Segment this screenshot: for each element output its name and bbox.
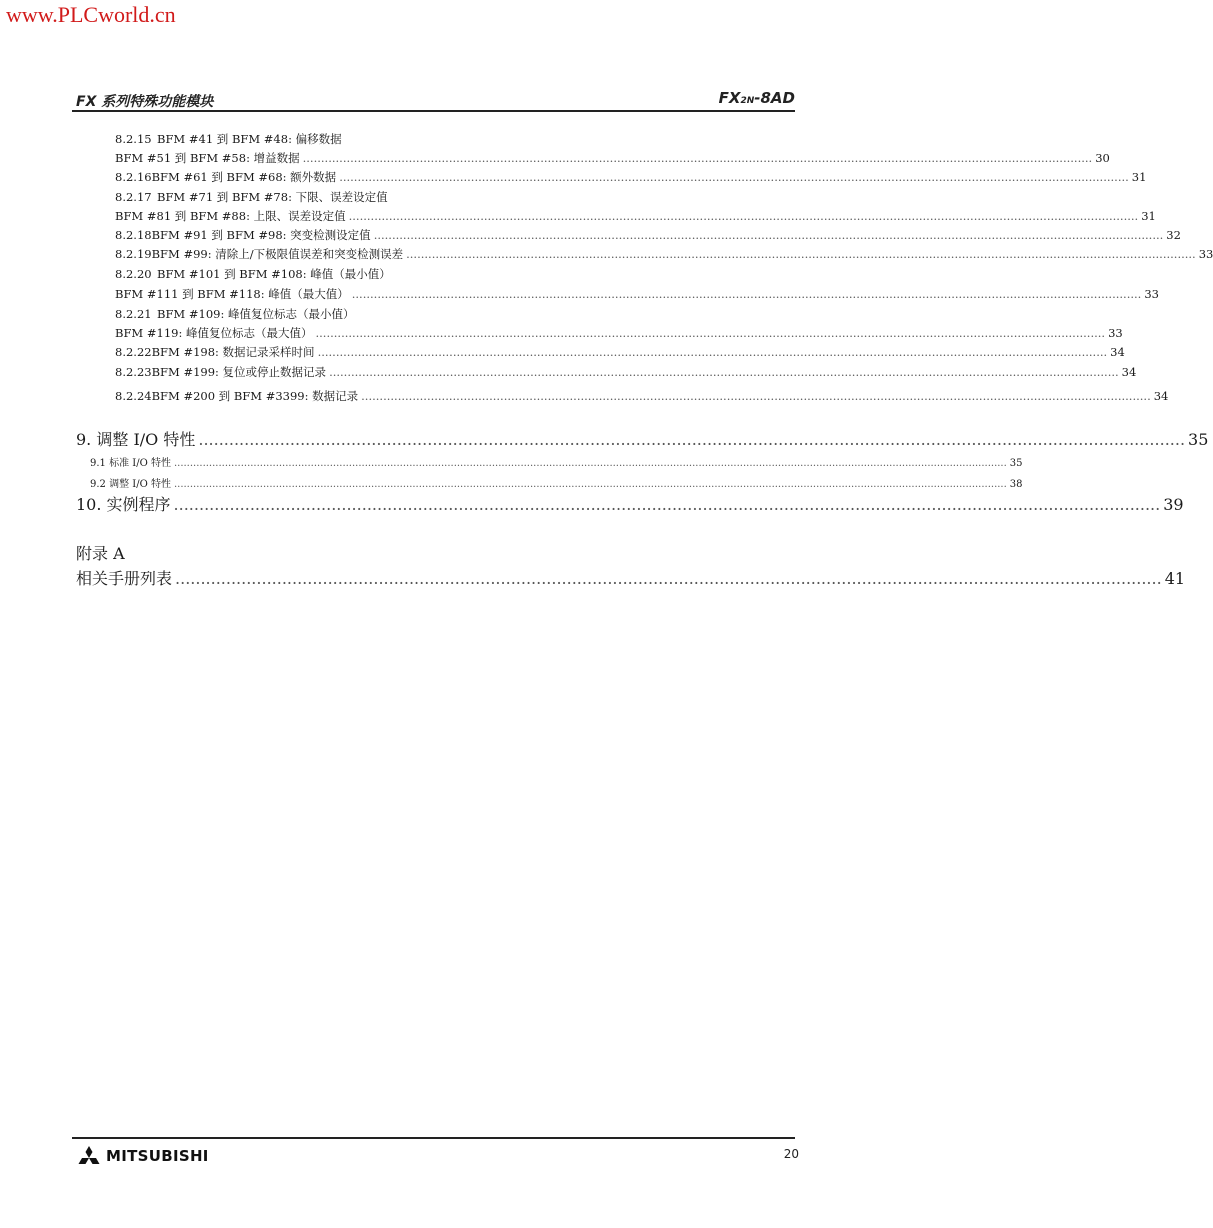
toc-entry[interactable] (115, 306, 787, 322)
toc-appendix-title: 附录 A (76, 544, 125, 563)
toc-entry-number: 8.2.22 (115, 345, 152, 359)
toc-entry-title: BFM #71 到 BFM #78: 下限、误差设定值 (157, 190, 388, 204)
brand-name: MITSUBISHI (106, 1147, 209, 1165)
toc-section[interactable] (90, 454, 1023, 469)
toc-leader-dots: .................................................................................................................................................................................................. (175, 569, 1162, 588)
toc-leader-dots: ........................................................................................................................................................................................................................ (339, 170, 1129, 184)
toc-entry-title: BFM #61 到 BFM #68: 额外数据 (151, 170, 337, 184)
toc-leader-dots: ........................................................................................................................................................................................................................ (329, 365, 1119, 379)
toc-leader-dots: ........................................................................................................................................................................................................................ (348, 209, 1139, 223)
toc-section[interactable] (90, 475, 1023, 490)
toc-chapter-page: 41 (1164, 569, 1186, 588)
header-model-main: FX (718, 89, 741, 107)
footer-rule (72, 1137, 795, 1139)
header-model (719, 89, 795, 107)
toc-section-title: 9.2 调整 I/O 特性 (90, 479, 171, 490)
toc-entry-title: BFM #101 到 BFM #108: 峰值（最小值） (157, 267, 391, 281)
toc-entry-title: BFM #99: 清除上/下极限值误差和突变检测误差 (151, 247, 404, 261)
toc-entry-page: 33 (1108, 326, 1123, 340)
toc-chapter-title: 9. 调整 I/O 特性 (76, 430, 196, 449)
toc-entry[interactable] (115, 169, 1147, 185)
toc-entry-title: BFM #81 到 BFM #88: 上限、误差设定值 (115, 209, 346, 223)
toc-leader-dots: .................................................................................................................................................................................................. (198, 430, 1186, 449)
toc-leader-dots: ...................................................................................................................................................................................................................................................................... (173, 458, 1007, 469)
toc-entry[interactable] (115, 325, 1123, 341)
toc-entry[interactable] (115, 150, 1110, 166)
toc-entry-title: BFM #198: 数据记录采样时间 (151, 345, 315, 359)
toc-chapter-page: 35 (1188, 430, 1209, 449)
header-model-tail: -8AD (754, 89, 795, 107)
toc-entry-page: 34 (1153, 389, 1169, 403)
toc-entry-page: 32 (1166, 228, 1181, 242)
brand-logo (76, 1146, 209, 1166)
toc-leader-dots: ........................................................................................................................................................................................................................ (373, 228, 1164, 242)
toc-entry[interactable] (115, 227, 1181, 243)
toc-chapter-title: 10. 实例程序 (76, 495, 171, 514)
toc-chapter[interactable] (76, 566, 1186, 589)
toc-entry-number: 8.2.17 (115, 190, 152, 204)
toc-entry-number: 8.2.23 (115, 365, 152, 379)
toc-leader-dots: ........................................................................................................................................................................................................................ (351, 287, 1142, 301)
toc-entry-number: 8.2.20 (115, 267, 152, 281)
toc-section-page: 35 (1009, 458, 1023, 469)
toc-entry[interactable] (115, 246, 1213, 262)
toc-entry-title: BFM #51 到 BFM #58: 增益数据 (115, 151, 300, 165)
toc-entry-page: 31 (1141, 209, 1156, 223)
toc-entry[interactable] (115, 344, 1125, 360)
toc-entry[interactable] (115, 388, 1169, 404)
header-series-title: FX 系列特殊功能模块 (76, 94, 214, 110)
toc-entry-title: BFM #119: 峰值复位标志（最大值） (115, 326, 313, 340)
toc-entry-page: 34 (1110, 345, 1125, 359)
toc-entry-page: 31 (1131, 170, 1147, 184)
toc-leader-dots: ........................................................................................................................................................................................................................ (406, 247, 1196, 261)
toc-entry-page: 33 (1144, 287, 1159, 301)
toc-leader-dots: ........................................................................................................................................................................................................................ (315, 326, 1106, 340)
toc-leader-dots: .................................................................................................................................................................................................. (173, 495, 1161, 514)
toc-appendix-heading (76, 541, 789, 564)
toc-entry[interactable] (115, 364, 1137, 380)
toc-entry[interactable] (115, 208, 1156, 224)
toc-leader-dots: ........................................................................................................................................................................................................................ (317, 345, 1108, 359)
toc-entry[interactable] (115, 286, 1159, 302)
toc-leader-dots: ...................................................................................................................................................................................................................................................................... (173, 479, 1007, 490)
toc-leader-dots: ........................................................................................................................................................................................................................ (361, 389, 1151, 403)
toc-entry[interactable] (115, 189, 787, 205)
toc-chapter-title: 相关手册列表 (76, 569, 173, 588)
header-model-sub: 2N (740, 96, 755, 106)
toc-entry-number: 8.2.21 (115, 307, 152, 321)
toc-entry-page: 30 (1095, 151, 1110, 165)
page-number: 20 (783, 1147, 799, 1161)
toc-entry-number: 8.2.15 (115, 132, 152, 146)
toc-chapter[interactable] (76, 492, 1184, 515)
toc-leader-dots: ........................................................................................................................................................................................................................ (302, 151, 1093, 165)
toc-entry[interactable] (115, 266, 787, 282)
toc-entry-number: 8.2.24 (115, 389, 152, 403)
toc-entry-number: 8.2.16 (115, 170, 152, 184)
mitsubishi-diamonds-icon (76, 1146, 102, 1166)
toc-entry-page: 33 (1198, 247, 1213, 261)
toc-entry-title: BFM #109: 峰值复位标志（最小值） (157, 307, 355, 321)
toc-entry-number: 8.2.18 (115, 228, 152, 242)
toc-entry-title: BFM #41 到 BFM #48: 偏移数据 (157, 132, 342, 146)
toc-section-title: 9.1 标准 I/O 特性 (90, 458, 171, 469)
toc-section-page: 38 (1009, 479, 1023, 490)
toc-entry[interactable] (115, 131, 787, 147)
toc-entry-title: BFM #111 到 BFM #118: 峰值（最大值） (115, 287, 349, 301)
toc-entry-page: 34 (1121, 365, 1137, 379)
toc-chapter-page: 39 (1163, 495, 1184, 514)
watermark-url: www.PLCworld.cn (6, 2, 176, 27)
toc-entry-title: BFM #199: 复位或停止数据记录 (151, 365, 327, 379)
header-rule (72, 110, 795, 112)
toc-entry-title: BFM #200 到 BFM #3399: 数据记录 (151, 389, 359, 403)
toc-entry-title: BFM #91 到 BFM #98: 突变检测设定值 (151, 228, 371, 242)
toc-chapter[interactable] (76, 427, 1209, 450)
toc-entry-number: 8.2.19 (115, 247, 152, 261)
